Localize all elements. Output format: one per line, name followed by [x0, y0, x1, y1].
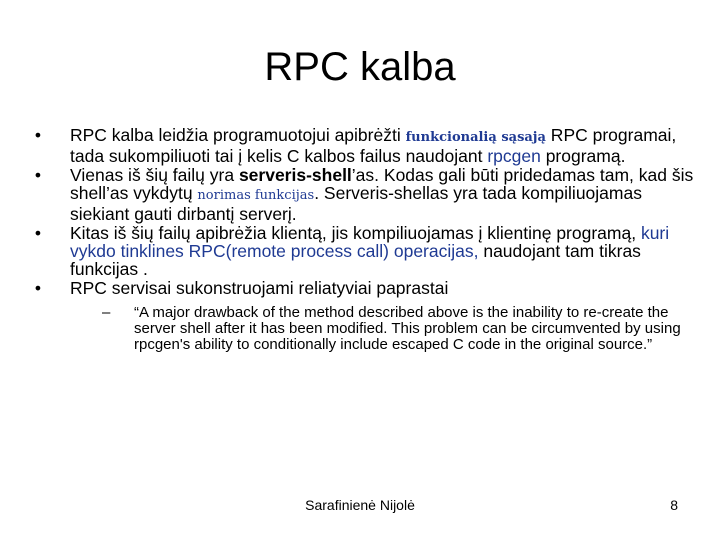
bullet-text: RPC kalba leidžia programuotojui apibrėžti	[70, 125, 406, 145]
bold-text: serveris-shell	[238, 165, 352, 185]
bullet-text: naudojant tam tikras funkcijas .	[70, 241, 641, 279]
bullet-item	[28, 126, 698, 165]
page-number: 8	[670, 497, 678, 513]
quote-text: “A major drawback of the method described above is the inability to re-create the server shell after it has been modified. This problem can be circumvented by using rpcgen's ability to conditionally include escaped C code in the original source.”	[134, 304, 681, 353]
sub-bullet-list	[70, 305, 698, 353]
sub-bullet-item	[102, 305, 698, 353]
bullet-text: . Serveris-shellas yra tada kompiliuojamas siekiant gauti dirbantį serverį.	[70, 183, 642, 224]
highlight-text: rpcgen	[487, 146, 541, 166]
highlight-text: norimas funkcijas	[197, 188, 315, 203]
bullet-text: ’as. Kodas gali būti pridedamas tam, kad šis shell’as vykdytų	[70, 165, 694, 203]
highlight-text: funkcionalią sąsają	[405, 130, 546, 145]
bullet-item	[28, 224, 698, 278]
bullet-text: programą.	[540, 146, 626, 166]
bullet-dot: •	[34, 125, 42, 145]
bullet-item	[28, 166, 698, 223]
slide-title: RPC kalba	[264, 45, 456, 89]
bullet-text: Kitas iš šių failų apibrėžia klientą, jis kompiliuojamas į klientinę programą,	[70, 223, 641, 243]
bullet-text: RPC servisai sukonstruojami reliatyviai paprastai	[70, 278, 449, 298]
bullet-list	[28, 126, 698, 354]
bullet-dot: •	[34, 278, 42, 298]
bullet-dot: •	[34, 165, 42, 185]
sub-bullet-dash: –	[102, 304, 111, 321]
bullet-item	[28, 279, 698, 353]
bullet-text: Vienas iš šių failų yra	[70, 165, 239, 185]
highlight-text: kuri vykdo tinklines RPC(remote process call) operacijas,	[70, 223, 670, 261]
footer-author: Sarafinienė Nijolė	[305, 497, 415, 513]
bullet-text: RPC programai, tada sukompiliuoti tai į kelis C kalbos failus naudojant	[70, 125, 677, 166]
bullet-dot: •	[34, 223, 42, 243]
